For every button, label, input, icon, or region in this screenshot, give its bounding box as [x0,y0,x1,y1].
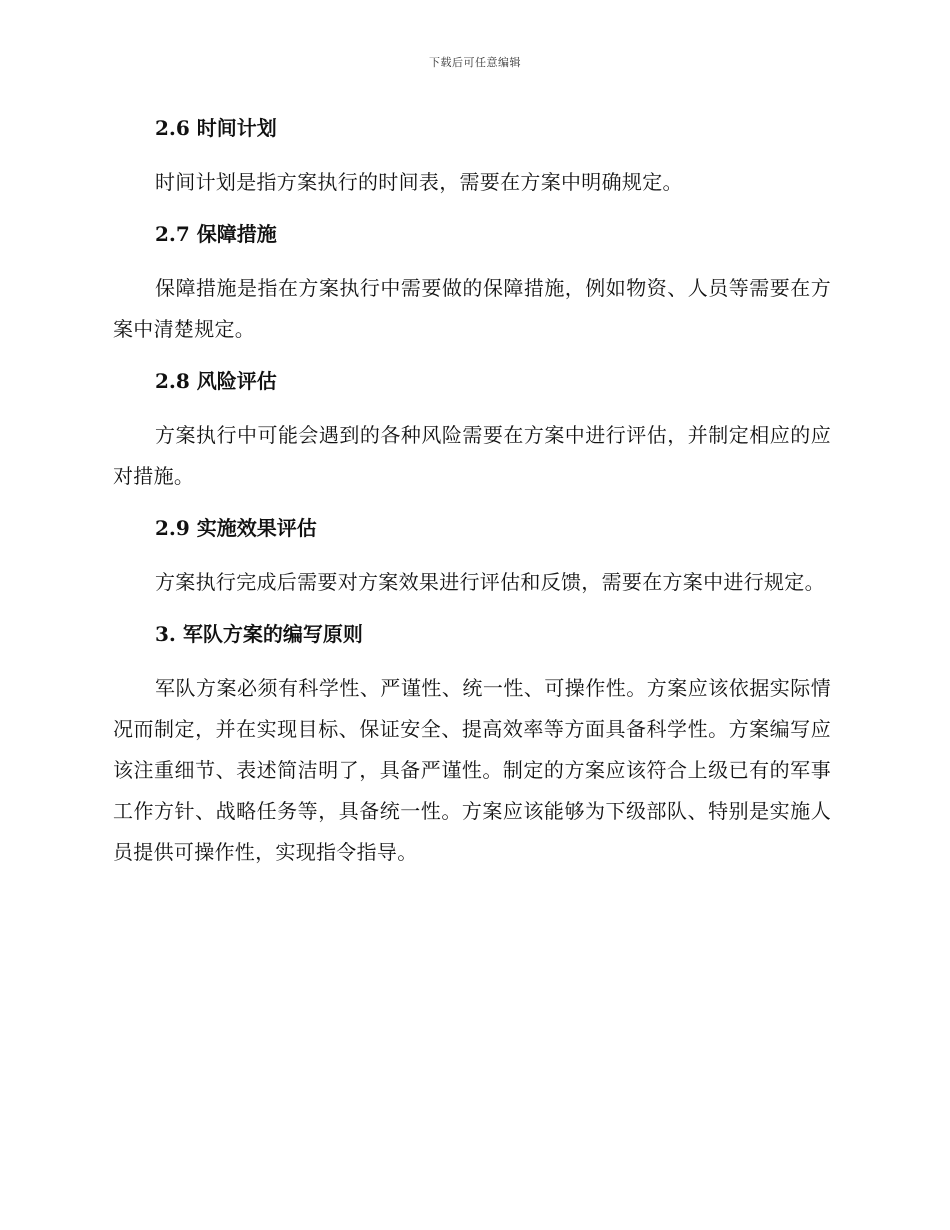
section-heading: 3. 军队方案的编写原则 [155,622,363,646]
section-2-6 [113,108,831,203]
section-paragraph: 方案执行中可能会遇到的各种风险需要在方案中进行评估，并制定相应的应对措施。 [113,423,831,488]
section-paragraph: 军队方案必须有科学性、严谨性、统一性、可操作性。方案应该依据实际情况而制定，并在实现目标、保证安全、提高效率等方面具备科学性。方案编写应该注重细节、表述简洁明了，具备严谨性。制定的方案应该符合上级已有的军事工作方针、战略任务等，具备统一性。方案应该能够为下级部队、特别是实施人员提供可操作性，实现指令指导。 [113,676,831,864]
section-heading: 2.8 风险评估 [155,369,277,393]
section-heading: 2.7 保障措施 [155,222,277,246]
section-paragraph: 方案执行完成后需要对方案效果进行评估和反馈，需要在方案中进行规定。 [155,570,825,594]
document-body [113,108,831,873]
section-paragraph: 保障措施是指在方案执行中需要做的保障措施，例如物资、人员等需要在方案中清楚规定。 [113,276,831,341]
section-3 [113,614,831,873]
section-heading: 2.9 实施效果评估 [155,516,317,540]
section-heading: 2.6 时间计划 [155,116,277,140]
section-paragraph: 时间计划是指方案执行的时间表，需要在方案中明确规定。 [155,170,683,194]
section-2-7 [113,214,831,350]
section-2-8 [113,361,831,497]
running-header: 下载后可任意编辑 [429,56,521,69]
section-2-9 [113,508,831,603]
